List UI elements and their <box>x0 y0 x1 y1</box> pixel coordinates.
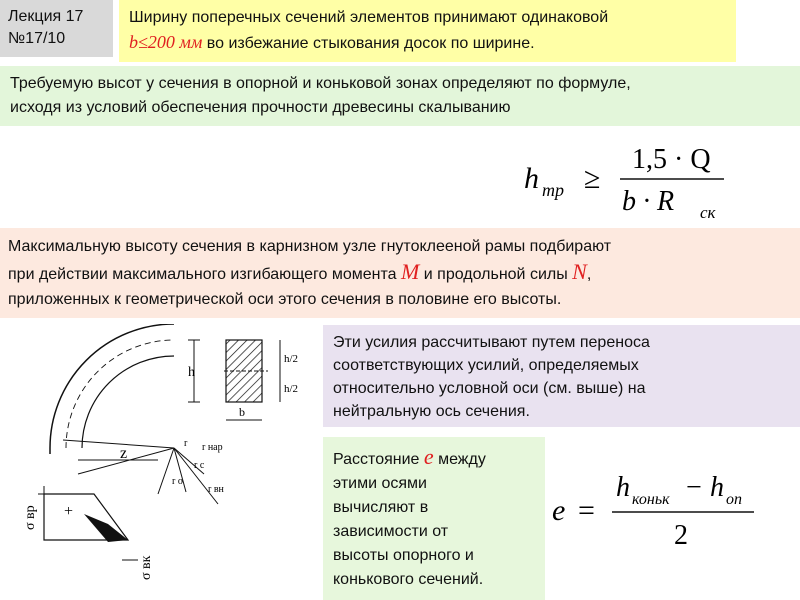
outer-arc <box>50 324 174 448</box>
b-label: b <box>239 405 245 419</box>
max-height-line1: Максимальную высоту сечения в карнизном узле гнутоклееной рамы подбирают <box>8 238 612 255</box>
axis-arc <box>66 340 174 448</box>
frame-knee-diagram <box>8 324 320 596</box>
formula1-denominator-sub: ск <box>700 203 716 222</box>
r-label: r <box>184 438 188 449</box>
forces-line3: относительно условной оси (см. выше) на <box>333 380 646 397</box>
formula1-lhs-sub: тр <box>542 180 564 200</box>
max-height-line3: приложенных к геометрической оси этого сечения в половине его высоты. <box>8 291 562 308</box>
e-symbol: e <box>423 444 434 469</box>
shear-formula <box>520 136 730 222</box>
moment-symbol: M <box>401 259 420 284</box>
distance-line2: этими осями <box>333 475 427 492</box>
lecture-number: Лекция 17 <box>8 8 84 25</box>
max-height-line2-mid: и продольной силы <box>419 266 573 283</box>
lecture-label <box>0 0 113 57</box>
r-o-label: r o <box>172 476 183 487</box>
distance-line4: зависимости от <box>333 523 449 540</box>
distance-line1 <box>333 445 535 472</box>
sigma-bottom-label: σ вк <box>139 555 154 580</box>
formula2-sub1: коньк <box>632 491 670 508</box>
radial-line-1 <box>63 440 174 448</box>
plus-sign: + <box>64 503 74 520</box>
formula2-h1: h <box>616 472 630 503</box>
r-outer-label: r нар <box>202 442 223 453</box>
width-constraint: b≤200 мм <box>129 32 203 52</box>
required-height-note <box>0 66 800 126</box>
forces-line2: соответствующих усилий, определяемых <box>333 357 639 374</box>
width-note-line1: Ширину поперечных сечений элементов принимают одинаковой <box>129 9 609 26</box>
formula1-numerator: 1,5 · Q <box>632 144 711 175</box>
required-height-line2: исходя из условий обеспечения прочности древесины скалыванию <box>10 99 511 116</box>
half-height-label-bottom: h/2 <box>284 383 299 395</box>
width-note-line2 <box>129 30 726 56</box>
formula2-minus: − <box>686 472 702 503</box>
formula2-sub2: оп <box>726 491 742 508</box>
half-height-label-top: h/2 <box>284 353 299 365</box>
radial-line-4 <box>158 448 174 494</box>
formula2-denominator: 2 <box>674 520 688 550</box>
max-height-line2-start: при действии максимального изгибающего момента <box>8 266 401 283</box>
forces-line4: нейтральную ось сечения. <box>333 403 530 420</box>
h-label: h <box>188 365 195 380</box>
distance-word2: между <box>433 451 486 468</box>
lecture-code: №17/10 <box>8 30 66 47</box>
distance-line6: конькового сечений. <box>333 571 484 588</box>
formula2-eq: = <box>578 494 595 527</box>
r-inner-label: r вн <box>208 484 224 495</box>
inner-arc <box>82 356 174 448</box>
sigma-top-label: σ вр <box>23 505 38 530</box>
width-note-rest: во избежание стыкования досок по ширине. <box>202 35 535 52</box>
distance-word1: Расстояние <box>333 451 424 468</box>
eccentricity-formula <box>548 468 796 550</box>
max-height-line2 <box>8 259 792 287</box>
distance-line3: вычисляют в <box>333 499 429 516</box>
distance-line5: высоты опорного и <box>333 547 474 564</box>
max-height-note <box>0 228 800 318</box>
z-label: z <box>120 445 128 462</box>
r-c-label: r c <box>194 460 205 471</box>
forces-line1: Эти усилия рассчитывают путем переноса <box>333 334 650 351</box>
formula1-relation: ≥ <box>584 162 601 195</box>
formula1-denominator: b · R <box>622 186 675 217</box>
forces-note <box>323 325 800 427</box>
width-note <box>119 0 736 62</box>
distance-note <box>323 437 545 600</box>
formula2-h2: h <box>710 472 724 503</box>
required-height-line1: Требуемую высот у сечения в опорной и коньковой зонах определяют по формуле, <box>10 75 631 92</box>
formula2-lhs: e <box>552 494 566 527</box>
force-symbol: N <box>572 259 587 284</box>
max-height-line2-end: , <box>586 266 592 283</box>
formula1-lhs: h <box>524 162 539 195</box>
